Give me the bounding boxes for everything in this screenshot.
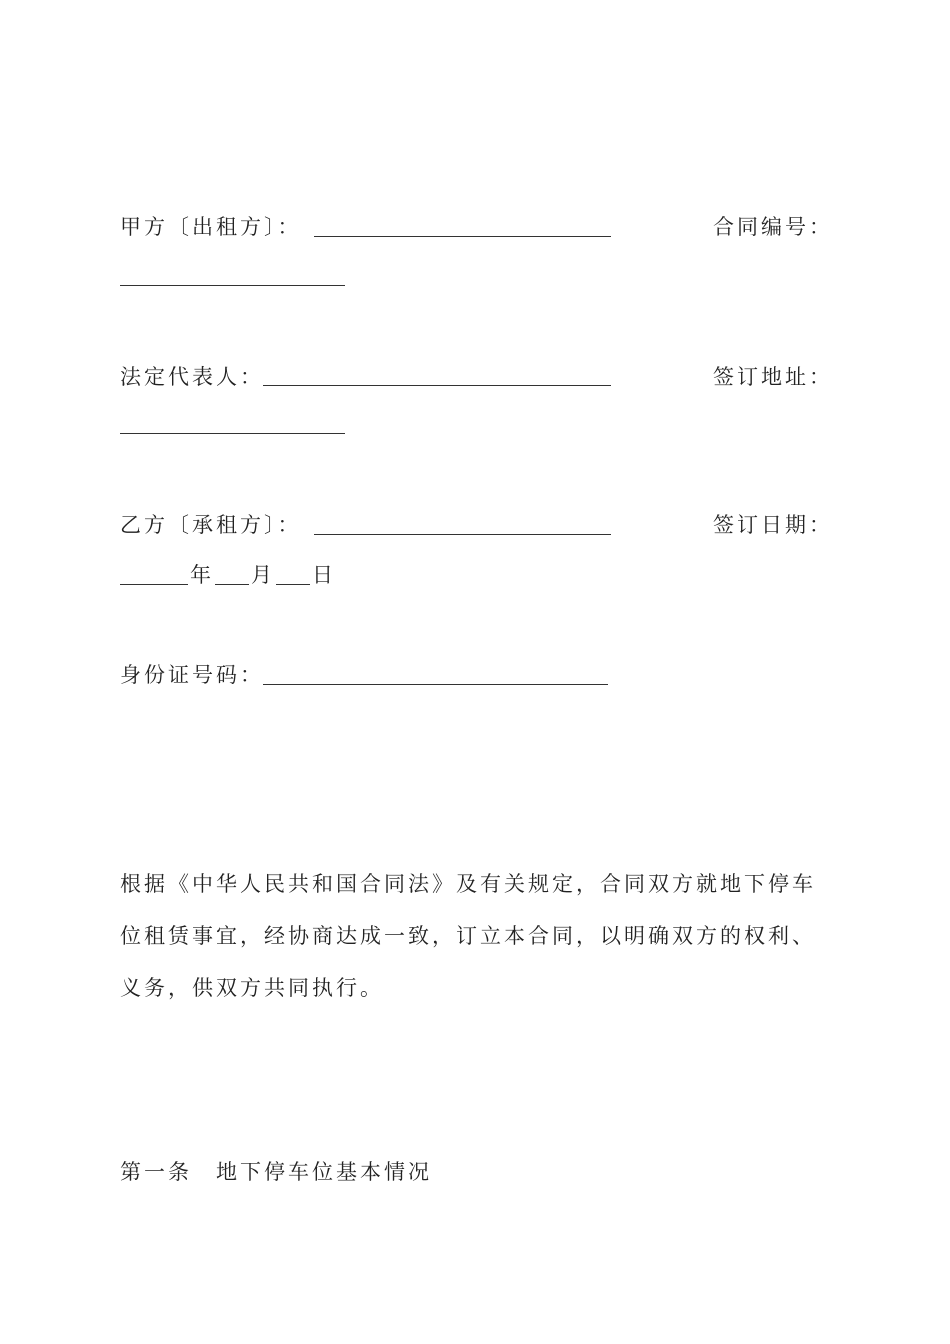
legal-rep-blank[interactable] xyxy=(263,385,611,386)
contract-no-label: 合同编号： xyxy=(713,215,833,239)
id-no-label: 身份证号码： xyxy=(120,663,264,687)
sign-place-blank[interactable] xyxy=(120,433,345,434)
party-a-blank[interactable] xyxy=(314,236,611,237)
date-year-blank[interactable] xyxy=(120,584,188,585)
date-day-label: 日 xyxy=(312,563,336,587)
preamble-line-3: 义务，供双方共同执行。 xyxy=(120,976,384,1000)
sign-date-label: 签订日期： xyxy=(713,513,833,537)
date-year-label: 年 xyxy=(190,563,214,587)
party-b-label: 乙方〔承租方〕： xyxy=(120,513,302,537)
article-1-number: 第一条 xyxy=(120,1160,192,1184)
sign-place-label: 签订地址： xyxy=(713,365,833,389)
party-b-blank[interactable] xyxy=(314,534,611,535)
legal-rep-label: 法定代表人： xyxy=(120,365,264,389)
date-day-blank[interactable] xyxy=(276,584,310,585)
date-month-label: 月 xyxy=(251,563,275,587)
preamble-paragraph xyxy=(120,858,836,1014)
contract-no-blank[interactable] xyxy=(120,285,345,286)
id-no-blank[interactable] xyxy=(263,684,608,685)
preamble-line-1: 根据《中华人民共和国合同法》及有关规定，合同双方就地下停车 xyxy=(120,872,816,896)
article-1-title: 地下停车位基本情况 xyxy=(216,1160,432,1184)
preamble-line-2: 位租赁事宜，经协商达成一致，订立本合同，以明确双方的权利、 xyxy=(120,924,816,948)
date-month-blank[interactable] xyxy=(215,584,249,585)
party-a-label: 甲方〔出租方〕： xyxy=(120,215,302,239)
